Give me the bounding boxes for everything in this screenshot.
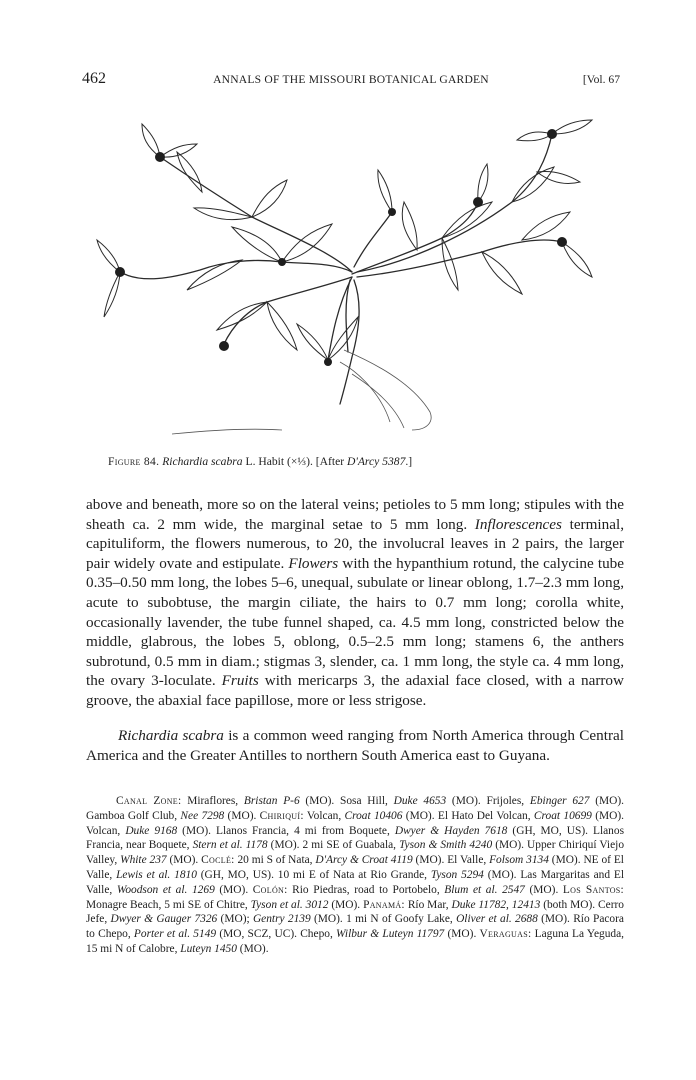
region-label: Chiriquí: (259, 809, 304, 822)
fruits-label: Fruits (221, 672, 259, 690)
distribution-text: is a common weed ranging from North America through Central America and the Greater Antilles to northern South America east to Guyana. (86, 727, 624, 764)
locality-text: (MO). Río Pacora to Chepo, (86, 913, 624, 941)
locality-text: (MO). Gamboa Golf Club, (86, 795, 625, 822)
region-label: Veraguas: (479, 928, 532, 941)
caption-label: Figure 84. (108, 455, 160, 468)
collector-citation: Blum et al. 2547 (444, 883, 525, 896)
locality-text: (MO). NE of El Valle, (86, 854, 624, 881)
locality-text: (MO). Upper Chiriquí Viejo Valley, (86, 839, 625, 867)
region-label: Canal Zone: (116, 795, 182, 807)
locality-text: (MO). Llanos Francia, 4 mi from Boquete, (177, 824, 395, 837)
caption-species: Richardia scabra (162, 455, 243, 468)
page-number: 462 (82, 70, 106, 87)
distribution-paragraph (86, 726, 624, 765)
locality-text: Laguna La Yeguda, 15 mi N of Calobre, (86, 928, 624, 955)
locality-text: (MO). (524, 883, 563, 896)
description-text-1: above and beneath, more so on the lateral veins; petioles to 5 mm long; stipules with the sheath ca. 2 mm wide, the marginal setae to 5 mm long. (86, 496, 624, 533)
collector-citation: Duke 11782, 12413 (451, 898, 541, 911)
inflorescences-label: Inflorescences (474, 515, 562, 533)
collector-citation: Tyson 5294 (430, 868, 484, 881)
running-header (82, 70, 620, 92)
collector-citation: Lewis et al. 1810 (116, 868, 197, 881)
collector-citation: Nee 7298 (180, 809, 225, 822)
collector-citation: Porter et al. 5149 (133, 928, 217, 941)
locality-text: (GH, MO, US). Llanos Francia, near Boquete, (86, 824, 625, 852)
locality-text: Volcan, (303, 809, 345, 822)
description-text-4: with mericarps 3, the adaxial face closed, with a narrow groove, the abaxial face papillose, more or less strigose. (86, 672, 624, 709)
specimen-entries (86, 795, 624, 955)
region-label: Los Santos: (562, 883, 625, 896)
collector-citation: Folsom 3134 (489, 854, 549, 867)
locality-text: (MO). (328, 898, 364, 911)
caption-end: .] (405, 455, 413, 468)
locality-text: Rio Piedras, road to Portobelo, (287, 883, 445, 896)
specimens-list (86, 794, 624, 957)
locality-text: Miraflores, (181, 795, 244, 807)
collector-citation: Wilbur & Luteyn 11797 (336, 928, 445, 941)
description-paragraph (86, 495, 624, 711)
locality-text: (MO). 2 mi SE of Guabala, (267, 839, 400, 852)
locality-text: (MO). (444, 928, 480, 941)
region-label: Panamá: (363, 898, 405, 911)
collector-citation: Gentry 2139 (252, 913, 311, 926)
collector-citation: Dwyer & Hayden 7618 (394, 824, 508, 837)
collector-citation: Duke 9168 (125, 824, 178, 837)
locality-text: (MO). Frijoles, (446, 795, 530, 807)
collector-citation: Bristan P-6 (243, 795, 300, 807)
collector-citation: Croat 10699 (533, 809, 592, 822)
distribution-species: Richardia scabra (118, 727, 224, 744)
locality-text: Monagre Beach, 5 mi SE of Chitre, (86, 898, 251, 911)
locality-text: 20 mi S of Nata, (234, 854, 316, 867)
collector-citation: Woodson et al. 1269 (116, 883, 215, 896)
collector-citation: D'Arcy & Croat 4119 (315, 854, 413, 867)
locality-text: (MO). Las Margaritas and El Valle, (86, 868, 624, 896)
collector-citation: Stern et al. 1178 (192, 839, 268, 852)
caption-source: D'Arcy 5387 (347, 455, 406, 468)
locality-text: (MO). 1 mi N of Goofy Lake, (310, 913, 457, 926)
locality-text: (both MO). Cerro Jefe, (86, 898, 624, 926)
locality-text: Río Mar, (404, 898, 452, 911)
description-text-3: with the hypanthium rotund, the calycine tube 0.35–0.50 mm long, the lobes 5–6, unequal, subulate or linear oblong, 1.7–2.3 mm long, acute to subobtuse, the margin ciliate, the hairs to 0.7 mm long; corolla white, occasionally lavender, the tube funnel shaped, ca. 4.5 mm long, constricted below the middle, glabrous, the lobes 5, oblong, 0.5–2.5 mm long; stamens 6, the anthers subrotund, 0.5 mm in diam.; stigmas 3, slender, ca. 1 mm long, the style ca. 4 mm long, the ovary 3-loculate. (86, 554, 624, 690)
caption-mid: L. Habit (×⅓). [After (242, 455, 347, 468)
locality-text: (GH, MO, US). 10 mi E of Nata at Rio Grande, (196, 868, 431, 881)
locality-text: (MO). Volcan, (86, 809, 624, 837)
locality-text: (MO). (224, 809, 260, 822)
collector-citation: Ebinger 627 (529, 795, 590, 807)
collector-citation: Luteyn 1450 (180, 942, 237, 955)
locality-text: (MO). (236, 942, 269, 955)
collector-citation: Tyson et al. 3012 (250, 898, 329, 911)
locality-text: (MO, SCZ, UC). Chepo, (216, 928, 337, 941)
description-text-2: terminal, capituliform, the flowers numerous, to 20, the involucral leaves in 2 pairs, the larger pair widely ovate and estipulate. (86, 515, 624, 572)
flower-heads (115, 129, 567, 366)
locality-text: (MO). (166, 854, 202, 867)
collector-citation: Oliver et al. 2688 (456, 913, 538, 926)
collector-citation: Croat 10406 (344, 809, 403, 822)
flowers-label: Flowers (288, 554, 339, 572)
collector-citation: White 237 (120, 854, 167, 867)
plant-habit-illustration (82, 112, 622, 447)
locality-text: (MO). Sosa Hill, (299, 795, 394, 807)
collector-citation: Tyson & Smith 4240 (399, 839, 493, 852)
richardia-scabra-drawing (82, 112, 622, 447)
locality-text: (MO); (217, 913, 253, 926)
volume-label: [Vol. 67 (582, 73, 620, 86)
figure-caption (108, 455, 412, 468)
collector-citation: Duke 4653 (393, 795, 447, 807)
locality-text: (MO). El Hato Del Volcan, (402, 809, 534, 822)
collector-citation: Dwyer & Gauger 7326 (110, 913, 218, 926)
region-label: Coclé: (201, 854, 235, 867)
region-label: Colón: (252, 883, 288, 896)
locality-text: (MO). (214, 883, 253, 896)
journal-title: ANNALS OF THE MISSOURI BOTANICAL GARDEN (213, 73, 489, 86)
locality-text: (MO). El Valle, (412, 854, 490, 867)
